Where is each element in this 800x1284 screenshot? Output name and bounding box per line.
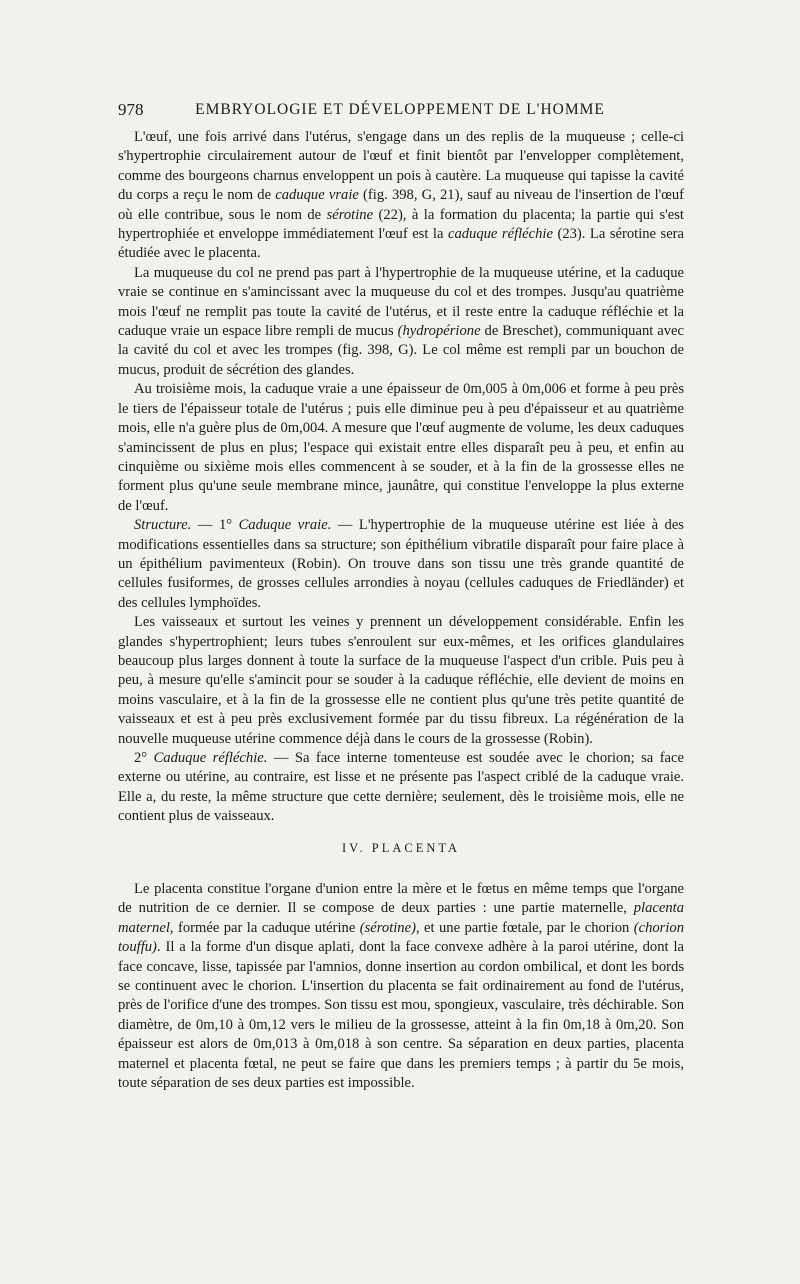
subheading-caduque-reflechie: Caduque réfléchie. xyxy=(153,750,268,766)
term-serotine-placenta: (sérotine) xyxy=(359,919,416,936)
paragraph-caduque-reflechie: 2° Caduque réfléchie. — Sa face interne tomenteuse est soudée avec le chorion; sa face externe ou utérine, au contraire, est lisse et ne présente pas l'aspect criblé de la caduque vraie. Elle a, du reste, la même structure que cette dernière; seulement, dès le troisième mois, elle ne contient plus de vaisseaux. xyxy=(118,750,684,825)
term-serotine: sérotine xyxy=(326,206,374,223)
page-header xyxy=(118,100,682,124)
text-body xyxy=(118,128,684,1094)
running-title: EMBRYOLOGIE ET DÉVELOPPEMENT DE L'HOMME xyxy=(195,101,605,118)
term-chorion-touffu: (chorion touffu) xyxy=(118,919,684,956)
paragraph-caduque-intro: L'œuf, une fois arrivé dans l'utérus, s'engage dans un des replis de la muqueuse ; celle-ci s'hypertrophie circulairement autour de l'œuf et finit bientôt par l'envelopper complètement, comme des bourgeons charnus enveloppent un pois à cautère. La muqueuse qui tapisse la cavité du corps a reçu le nom de caduque vraie (fig. 398, G, 21), sauf au niveau de l'insertion de l'œuf où elle contribue, sous le nom de sérotine (22), à la formation du placenta; la partie qui s'est hypertrophiée et enveloppe immédiatement l'œuf est la caduque réfléchie (23). La sérotine sera étudiée avec le placenta. xyxy=(118,129,685,262)
term-hydroperione: (hydropérione xyxy=(397,323,481,340)
paragraph-muqueuse-col: La muqueuse du col ne prend pas part à l'hypertrophie de la muqueuse utérine, et la caduque vraie se continue en s'amincissant avec la muqueuse du col et des trompes. Jusqu'au quatrième mois l'œuf ne remplit pas toute la cavité de l'utérus, et il reste entre la caduque réfléchie et la caduque vraie un espace libre rempli de mucus (hydropérione de Breschet), communiquant avec la cavité du col et avec les trompes (fig. 398, G). Le col même est rempli par un bouchon de mucus, produit de sécrétion des glandes. xyxy=(118,264,684,378)
section-title-placenta: IV. PLACENTA xyxy=(341,840,461,855)
term-placenta-maternel: placenta maternel xyxy=(118,900,684,936)
paragraph-structure: Structure. — 1° Caduque vraie. — L'hypertrophie de la muqueuse utérine est liée à des modifications essentielles dans sa structure; son épithélium vibratile disparaît pour faire place à un épithélium pavimenteux (Robin). On trouve dans son tissu une très grande quantité de cellules fusiformes, de grosses cellules arrondies à noyau (cellules caduques de Friedländer) et des cellules lymphoïdes. xyxy=(118,517,684,611)
term-caduque-vraie: caduque vraie xyxy=(275,187,359,204)
page-number: 978 xyxy=(118,100,144,119)
subheading-caduque-vraie: Caduque vraie. xyxy=(238,517,332,534)
term-caduque-reflechie: caduque réfléchie xyxy=(447,226,553,243)
paragraph-troisieme-mois: Au troisième mois, la caduque vraie a une épaisseur de 0m,005 à 0m,006 et forme à peu près le tiers de l'épaisseur totale de l'utérus ; puis elle diminue peu à peu d'épaisseur et au quatrième mois, elle n'a guère plus de 0m,004. A mesure que l'œuf augmente de volume, les deux caduques s'amincissent de plus en plus; l'espace qui existait entre elles disparaît peu à peu, et enfin au cinquième ou sixième mois elles commencent à se souder, et à la fin de la grossesse elles ne forment plus qu'une seule membrane mince, jaunâtre, qui constitue l'enveloppe la plus externe de l'œuf. xyxy=(118,381,684,514)
paragraph-placenta: Le placenta constitue l'organe d'union entre la mère et le fœtus en même temps que l'organe de nutrition de ce dernier. Il se compose de deux parties : une partie maternelle, placenta maternel, formée par la caduque utérine (sérotine), et une partie fœtale, par le chorion (chorion touffu). Il a la forme d'un disque aplati, dont la face convexe adhère à la paroi utérine, dont la face concave, lisse, tapissée par l'amnios, donne insertion au cordon ombilical, et dont les bords se continuent avec le chorion. L'insertion du placenta se fait ordinairement au fond de l'utérus, près de l'orifice d'une des trompes. Son tissu est mou, spongieux, vasculaire, très déchirable. Son diamètre, de 0m,10 à 0m,12 vers le milieu de la grossesse, atteint à la fin 0m,18 à 0m,20. Son épaisseur est alors de 0m,013 à 0m,018 à son centre. Sa séparation en deux parties, placenta maternel et placenta fœtal, ne peut se faire que dans les premiers temps ; à partir du 5e mois, toute séparation de ses deux parties est impossible. xyxy=(118,881,684,1092)
subheading-structure: Structure. xyxy=(134,517,192,534)
paragraph-vaisseaux: Les vaisseaux et surtout les veines y prennent un développement considérable. Enfin les glandes s'hypertrophient; leurs tubes s'enroulent sur eux-mêmes, et les orifices glandulaires beaucoup plus larges donnent à toute la surface de la muqueuse l'aspect d'un crible. Puis peu à peu, à mesure qu'elle s'amincit pour se souder à la caduque réfléchie, elle devient de moins en moins vasculaire, et à la fin de la grossesse elle ne contient plus qu'une très petite quantité de vaisseaux et est à peu près exclusivement formée par du tissu fibreux. La régénération de la nouvelle muqueuse utérine commence déjà dans le cours de la grossesse (Robin). xyxy=(118,614,684,747)
